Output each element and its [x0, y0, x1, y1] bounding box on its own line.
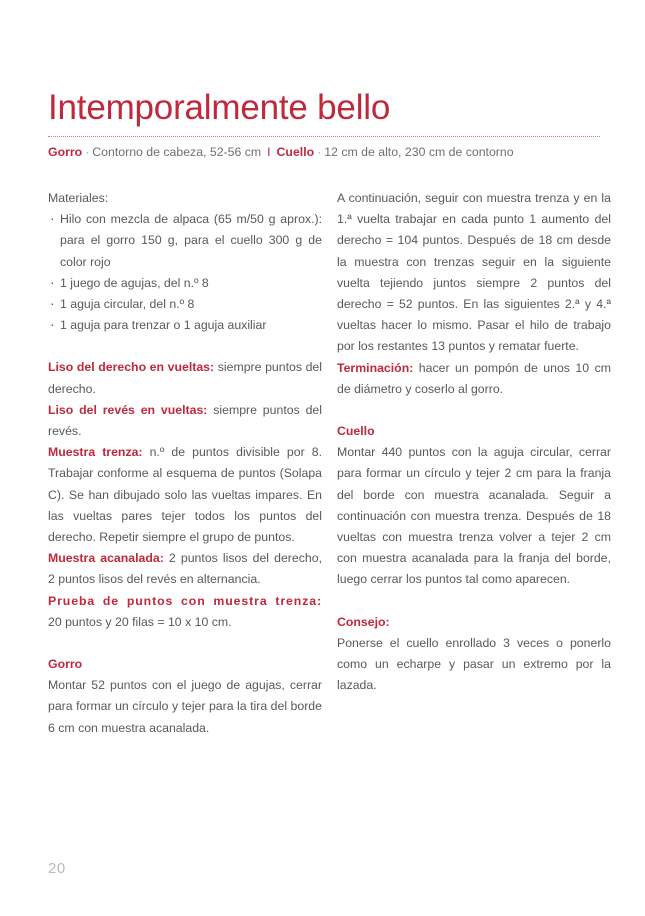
section-heading-cuello: Cuello	[337, 424, 375, 439]
spec-value-cuello: 12 cm de alto, 230 cm de contorno	[324, 145, 514, 159]
gorro-instructions: Montar 52 puntos con el juego de agujas, cerrar para formar un círculo y tejer para la tira del borde 6 cm con muestra acanalada.	[48, 678, 322, 735]
technique-entry	[48, 357, 322, 399]
materials-item: · 1 juego de agujas, del n.º 8	[48, 273, 322, 294]
terminacion-text: hacer un pompón de unos 10 cm de diámetro y coserlo al gorro.	[337, 360, 611, 396]
materials-heading: Materiales:	[48, 191, 109, 205]
specs-line	[48, 143, 608, 161]
materials-item: · 1 aguja circular, del n.º 8	[48, 294, 322, 315]
block-spacer	[337, 400, 611, 421]
technique-label: Liso del revés en vueltas:	[48, 402, 208, 417]
technique-label: Liso del derecho en vueltas:	[48, 360, 215, 375]
section-heading-consejo: Consejo:	[337, 614, 390, 629]
right-text-column	[337, 188, 611, 696]
technique-label: Muestra acanalada:	[48, 551, 164, 566]
spec-label-gorro: Gorro	[48, 145, 83, 159]
technique-entry	[48, 591, 322, 633]
block-spacer	[337, 591, 611, 612]
spec-label-cuello: Cuello	[276, 145, 315, 159]
block-spacer	[48, 633, 322, 654]
horizontal-dotted-rule	[48, 136, 600, 138]
technique-entry	[48, 548, 322, 590]
materials-item: · Hilo con mezcla de alpaca (65 m/50 g aprox.): para el gorro 150 g, para el cuello 300 g de color rojo	[48, 209, 322, 273]
consejo-text: Ponerse el cuello enrollado 3 veces o ponerlo como un echarpe y pasar un extremo por la lazada.	[337, 635, 611, 693]
technique-entry	[48, 400, 322, 442]
left-text-column	[48, 188, 322, 739]
technique-text: n.º de puntos divisible por 8. Trabajar conforme al esquema de puntos (Solapa C). Se han dibujado solo las vueltas impares. En las vueltas pares tejer todos los puntos del derecho. Repetir siempre el grupo de puntos.	[48, 445, 322, 545]
terminacion-entry	[337, 358, 611, 400]
page-number: 20	[48, 860, 66, 877]
terminacion-label: Terminación:	[337, 360, 414, 375]
cuello-instructions: Montar 440 puntos con la aguja circular, cerrar para formar un círculo y tejer 2 cm para la franja del borde con muestra acanalada. Seguir a continuación con muestra trenza. Después de 18 vueltas con muestra trenza volver a tejer 2 cm con muestra acanalada para la franja del borde, luego cerrar los puntos tal como aparecen.	[337, 445, 611, 587]
block-spacer	[48, 336, 322, 357]
materials-item: · 1 aguja para trenzar o 1 aguja auxiliar	[48, 315, 322, 336]
technique-text: siempre puntos del derecho.	[48, 360, 322, 396]
technique-label: Muestra trenza:	[48, 445, 143, 460]
section-heading-gorro: Gorro	[48, 657, 83, 672]
technique-label: Prueba de puntos con muestra trenza:	[48, 593, 322, 608]
technique-text: 2 puntos lisos del derecho, 2 puntos lisos del revés en alternancia.	[48, 551, 322, 587]
spec-bullet-2: ·	[317, 145, 322, 159]
technique-text: 20 puntos y 20 filas = 10 x 10 cm.	[48, 614, 232, 629]
technique-entry	[48, 442, 322, 548]
spec-separator: I	[267, 145, 271, 159]
spec-bullet-1: ·	[85, 145, 90, 159]
page-title: Intemporalmente bello	[48, 88, 391, 128]
technique-text: siempre puntos del revés.	[48, 402, 322, 439]
spec-value-gorro: Contorno de cabeza, 52-56 cm	[92, 145, 262, 159]
gorro-instructions-continued: A continuación, seguir con muestra trenza y en la 1.ª vuelta trabajar en cada punto 1 aumento del derecho = 104 puntos. Después de 18 cm desde la muestra con trenzas seguir en la siguiente vuelta tejiendo juntos siempre 2 puntos del derecho = 52 puntos. En las siguientes 2.ª y 4.ª vueltas hacer lo mismo. Pasar el hilo de trabajo por los restantes 13 puntos y rematar fuerte.	[337, 191, 611, 354]
